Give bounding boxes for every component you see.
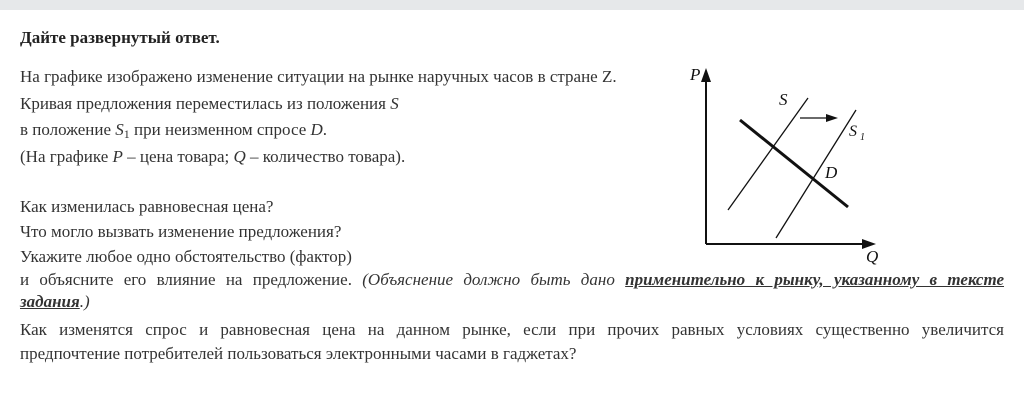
question-5-line-1: Как изменятся спрос и равновесная цена на данном рынке, если при прочих равных условиях существенно увеличится: [20, 320, 1004, 339]
price-axis-arrow: [701, 68, 711, 82]
intro-line-1: На графике изображено изменение ситуации на рынке наручных часов в стране Z.: [20, 67, 617, 86]
label-s1-subscript: 1: [860, 132, 865, 143]
question-3: Укажите любое одно обстоятельство (фактор): [20, 247, 352, 266]
question-4-cont: задания.): [20, 292, 90, 311]
label-d: D: [825, 163, 838, 182]
supply-curve-s1: [776, 110, 856, 238]
supply-demand-graph: [680, 62, 880, 272]
intro-line-2: Кривая предложения переместилась из положения S: [20, 94, 399, 113]
label-s1: S: [849, 123, 857, 140]
task-heading: Дайте развернутый ответ.: [20, 28, 220, 47]
price-axis-label: P: [690, 65, 701, 84]
question-1: Как изменилась равновесная цена?: [20, 197, 274, 216]
label-s: S: [779, 90, 788, 109]
question-2: Что могло вызвать изменение предложения?: [20, 222, 342, 241]
intro-line-3: в положение $S_1$ при неизменном спросе D.: [20, 120, 328, 141]
shift-arrow-head: [826, 114, 838, 122]
top-bar: [0, 0, 1024, 10]
supply-curve-s: [728, 98, 808, 210]
intro-line-4: (На графике P – цена товара; Q – количество товара).: [20, 147, 406, 166]
question-5-line-2: предпочтение потребителей пользоваться электронными часами в гаджетах?: [20, 344, 577, 363]
question-4: и объясните его влияние на предложение. (Объяснение должно быть дано применительно к рынку, указанному в тексте: [20, 270, 1005, 289]
quantity-axis-label: Q: [866, 247, 879, 266]
